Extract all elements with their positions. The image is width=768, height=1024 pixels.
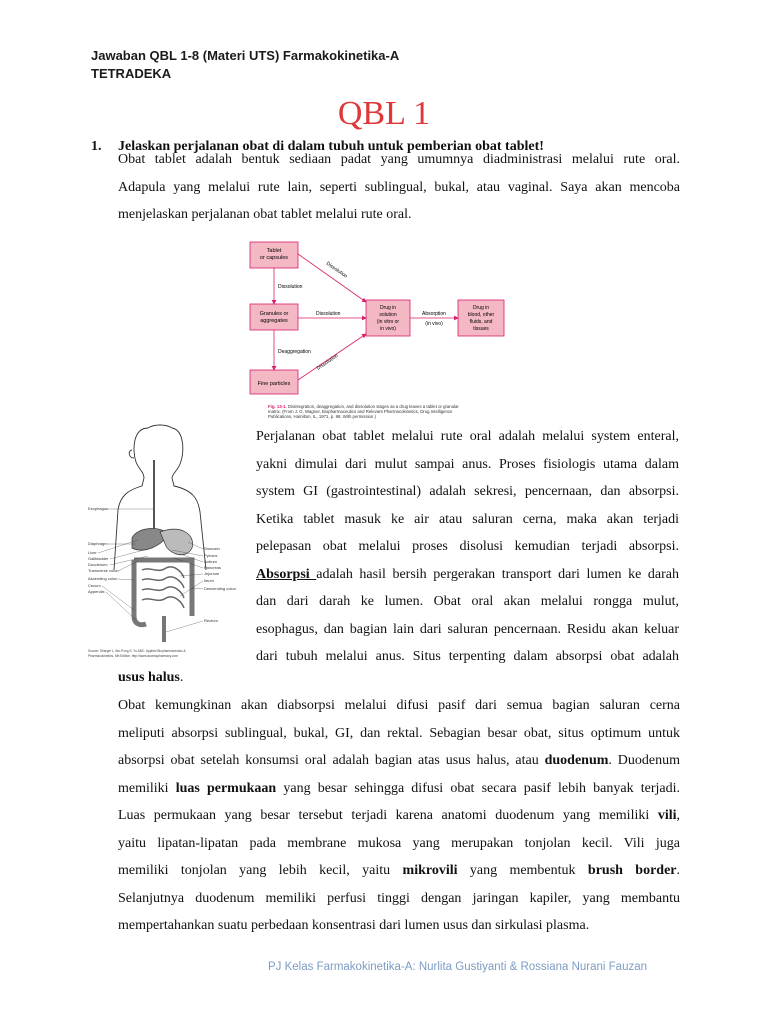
label-descending-colon: Descending colon xyxy=(204,586,236,591)
box-tablet-label-2: or capsules xyxy=(259,255,289,261)
para2-l5a: Luas permukaan yang besar tersebut terjadi karena anatomi duodenum yang memiliki xyxy=(118,808,658,823)
label-absorption-2: (in vivo) xyxy=(425,321,443,327)
document-header xyxy=(91,47,399,83)
figure1-caption-bold: Fig. 13-1. xyxy=(268,404,287,409)
para2-l4a: memiliki xyxy=(118,780,176,796)
label-pancreas: Pancreas xyxy=(204,565,221,570)
term-brush-border: brush border xyxy=(587,863,677,878)
intro-paragraph xyxy=(118,146,680,229)
figure1-caption-3: Publications, Hamilton, IL, 1971, p. 98. With permission.) xyxy=(268,414,376,419)
figure2-source-1: Source: Shargel L, Wu-Pong S, Yu ABC: Applied Biopharmaceutics & xyxy=(88,649,186,653)
page-title: QBL 1 xyxy=(337,95,431,132)
para2-line-2: meliputi absorpsi sublingual, bukal, GI, dan rektal. Sebagian besar obat, situs optimum untuk xyxy=(118,725,680,741)
duodenum-paragraph xyxy=(118,692,680,940)
para2-l7e: . xyxy=(676,863,681,878)
enteral-line-4: Ketika tablet masuk ke air atau saluran cerna, maka akan terjadi xyxy=(256,511,679,527)
para2-line-9: mempertahankan suatu perbedaan konsentrasi dari lumen usus dan sirkulasi plasma. xyxy=(118,918,590,933)
label-transverse-colon: Transverse colon xyxy=(88,568,119,573)
figure2-source-2: Pharmacokinetics, 5th Edition: http://www.accesspharmacy.com xyxy=(88,654,178,658)
label-duodenum: Duodenum xyxy=(88,562,108,567)
arrow-tablet-solution xyxy=(298,254,366,302)
label-deaggregation: Deaggregation xyxy=(278,349,311,355)
page-footer: PJ Kelas Farmakokinetika-A: Nurlita Gustiyanti & Rossiana Nurani Fauzan xyxy=(268,961,648,973)
enteral-paragraph xyxy=(256,423,679,671)
intro-line-1: Obat tablet adalah bentuk sediaan padat yang umumnya diadministrasi melalui rute oral. xyxy=(118,152,680,167)
enteral-line-3: system GI (gastrointestinal) adalah sekresi, pencernaan, dan absorpsi. xyxy=(256,484,679,499)
header-line-1: Jawaban QBL 1-8 (Materi UTS) Farmakokinetika-A xyxy=(91,48,400,63)
label-ascending-colon: Ascending colon xyxy=(88,576,118,581)
term-vili: vili xyxy=(657,808,677,823)
intro-line-2: Adapula yang melalui rute lain, seperti sublingual, bukal, atau vaginal. Saya akan mencoba xyxy=(118,179,680,195)
question-number: 1. xyxy=(91,139,102,154)
box-solution-label-3: (in vitro or xyxy=(376,319,400,325)
box-granules xyxy=(250,304,298,330)
absorpsi-definition: adalah hasil bersih pergerakan transport dari lumen ke darah xyxy=(316,566,679,582)
box-solution-label-1: Drug in xyxy=(379,305,397,311)
para2-line-7 xyxy=(118,857,680,885)
dissolution-diagram xyxy=(246,238,508,420)
label-dissolution-h: Dissolution xyxy=(316,311,341,317)
box-solution-label-4: in vivo) xyxy=(380,326,396,332)
label-dissolution-v: Dissolution xyxy=(278,284,303,290)
enteral-line-5: pelepasan obat melalui proses disolusi kemudian terjadi absorpsi. xyxy=(256,539,679,554)
para2-line-6: yaitu lipatan-lipatan pada membrane mukosa yang merupakan tonjolan kecil. Vili juga xyxy=(118,835,680,851)
term-duodenum: duodenum xyxy=(544,753,609,768)
term-absorpsi: Absorpsi xyxy=(256,566,317,582)
label-antrum: Antrum xyxy=(204,559,217,564)
label-stomach: Stomach xyxy=(204,546,220,551)
question-text: Jelaskan perjalanan obat di dalam tubuh untuk pemberian obat tablet! xyxy=(118,139,544,154)
label-esophagus: Esophagus xyxy=(88,506,109,511)
para2-l3a: absorpsi obat setelah konsumsi oral adalah bagian atas usus halus, atau xyxy=(118,753,545,768)
para2-line-3 xyxy=(118,747,680,775)
box-tablet-label-1: Tablet xyxy=(266,248,282,254)
box-granules-label-1: Granules or xyxy=(259,311,289,317)
label-liver: Liver xyxy=(88,550,97,555)
box-solution-label-2: solution xyxy=(379,312,397,318)
small-intestine-shape xyxy=(142,567,184,608)
enteral-line-8: esophagus, dan bagian lain dari saluran pencernaan. Residu akan keluar xyxy=(256,621,679,637)
box-blood-label-2: blood, other xyxy=(467,312,495,318)
para2-line-8: Selanjutnya duodenum memiliki perfusi tinggi dengan jaringan kapiler, yang membantu xyxy=(118,890,680,906)
para2-l3c: . Duodenum xyxy=(608,753,680,768)
label-rectum: Rectum xyxy=(204,618,218,623)
label-diaphragm: Diaphragm xyxy=(88,541,108,546)
label-dissolution-diag2: Dissolution xyxy=(315,353,340,372)
usus-halus-line xyxy=(118,664,680,692)
box-granules-label-2: aggregates xyxy=(260,318,288,324)
para2-line-1: Obat kemungkinan akan diabsorpsi melalui difusi pasif dari semua bagian saluran cerna xyxy=(118,698,680,713)
enteral-line-1: Perjalanan obat tablet melalui rute oral adalah melalui system enteral, xyxy=(256,429,679,444)
enteral-line-6 xyxy=(256,561,679,589)
box-fine-label: Fine particles xyxy=(257,381,291,387)
header-line-2: TETRADEKA xyxy=(91,66,172,81)
para2-l5c: , xyxy=(676,808,680,823)
label-jejunum: Jejunum xyxy=(204,571,220,576)
figure1-caption-text-1: Disintegration, deaggregation, and dissolution stages as a drug leaves a tablet or granular xyxy=(287,404,459,409)
enteral-line-9: dari tubuh melalui anus. Situs terpenting dalam absorpsi obat adalah xyxy=(256,649,679,664)
label-gallbladder: Gallbladder xyxy=(88,556,109,561)
term-luas-permukaan: luas permukaan xyxy=(175,780,277,796)
label-absorption-1: Absorption xyxy=(422,311,446,317)
enteral-line-2: yakni dimulai dari mulut sampai anus. Proses fisiologis utama dalam xyxy=(256,456,679,472)
left-labels xyxy=(88,506,119,594)
para2-line-4 xyxy=(118,775,680,803)
para2-line-5 xyxy=(118,802,680,830)
usus-halus-text xyxy=(118,664,680,692)
para2-l4c: yang besar sehingga difusi obat secara pasif lebih banyak terjadi. xyxy=(276,780,681,796)
label-appendix: Appendix xyxy=(88,589,105,594)
label-ileum: Ileum xyxy=(204,578,214,583)
box-blood-label-4: tissues xyxy=(473,326,489,332)
term-usus-halus: usus halus xyxy=(118,670,180,685)
box-blood-label-1: Drug in xyxy=(472,305,490,311)
intro-line-3: menjelaskan perjalanan obat tablet melalui rute oral. xyxy=(118,207,412,222)
right-labels xyxy=(204,546,236,623)
label-cecum: Cecum xyxy=(88,583,101,588)
label-pylorus: Pylorus xyxy=(204,553,218,558)
digestive-system-figure xyxy=(88,420,238,665)
term-mikrovili: mikrovili xyxy=(402,863,458,878)
label-dissolution-diag1: Dissolution xyxy=(324,260,349,280)
usus-halus-period: . xyxy=(179,670,184,685)
para2-l7a: memiliki tonjolan yang lebih kecil, yaitu xyxy=(118,863,403,878)
figure1-caption-2: matrix. (From J. G. Wagner, Biopharmaceutics and Relevant Pharmacokinetics, Drug Intelligence xyxy=(268,409,453,414)
enteral-line-7: dan dari darah ke lumen. Obat oral akan melalui rongga mulut, xyxy=(256,594,679,609)
box-blood-label-3: fluids, and xyxy=(469,319,493,325)
para2-l7c: yang membentuk xyxy=(457,863,588,878)
